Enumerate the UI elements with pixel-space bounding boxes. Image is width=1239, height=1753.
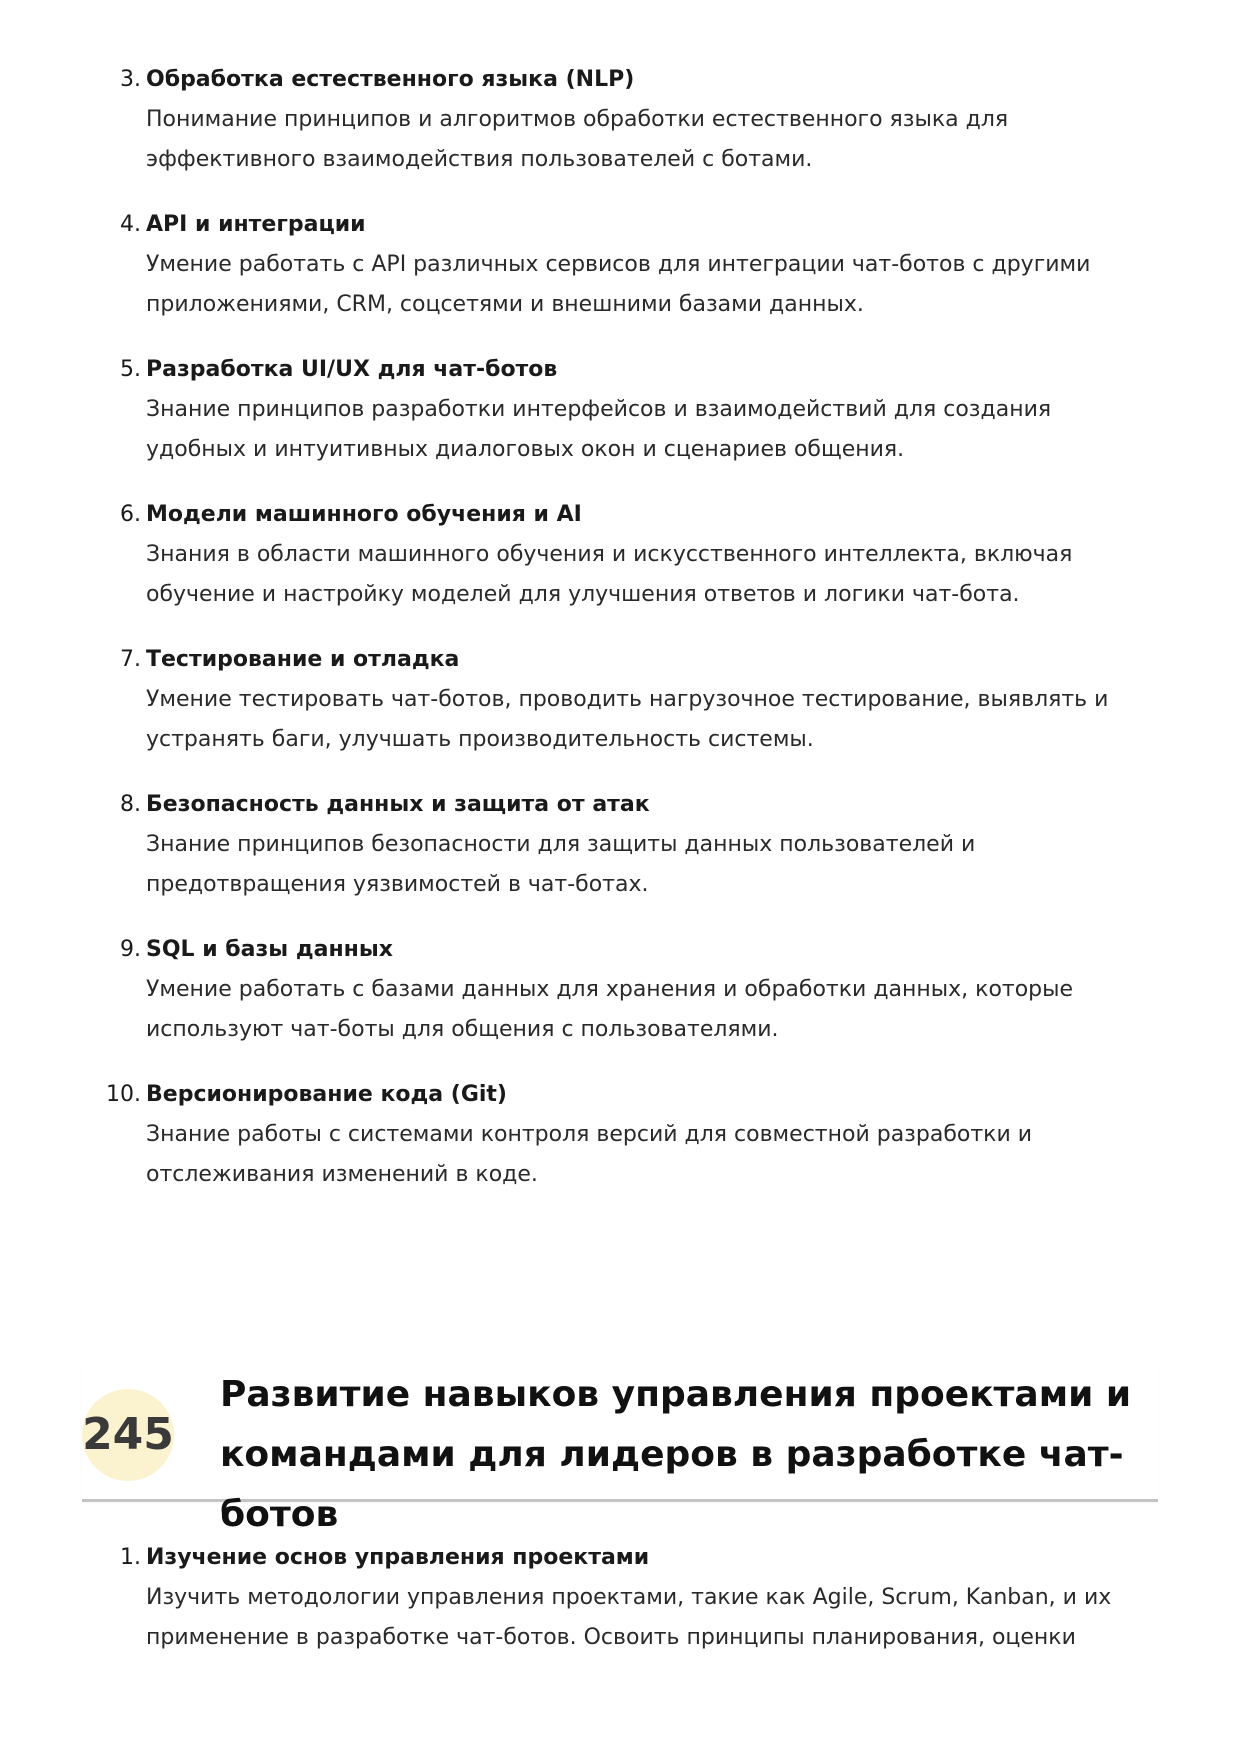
list-item — [0, 930, 1239, 1050]
list-item — [0, 495, 1239, 615]
list-item-title: Версионирование кода (Git) — [146, 1082, 507, 1107]
list-item-description: Знание работы с системами контроля версий для совместной разработки и отслеживания изменений в коде. — [146, 1122, 1033, 1187]
list-item — [0, 785, 1239, 905]
list-item — [0, 640, 1239, 760]
list-item-number: 4. — [120, 212, 141, 237]
list-item-description: Знание принципов разработки интерфейсов и взаимодействий для создания удобных и интуитивных диалоговых окон и сценариев общения. — [146, 397, 1052, 462]
list-item-number: 10. — [106, 1082, 141, 1107]
list-item-number: 7. — [120, 647, 141, 672]
section-header — [82, 1365, 1158, 1535]
list-item — [0, 60, 1239, 180]
list-item-title: Тестирование и отладка — [146, 647, 460, 672]
list-item-title: Модели машинного обучения и AI — [146, 502, 582, 527]
list-item-description: Знания в области машинного обучения и искусственного интеллекта, включая обучение и настройку моделей для улучшения ответов и логики чат-бота. — [146, 542, 1073, 607]
list-item-number: 9. — [120, 937, 141, 962]
list-item-title: Разработка UI/UX для чат-ботов — [146, 357, 558, 382]
list-item-number: 5. — [120, 357, 141, 382]
list-item-description: Изучить методологии управления проектами, такие как Agile, Scrum, Kanban, и их применение в разработке чат-ботов. Освоить принципы планирования, оценки — [146, 1585, 1112, 1650]
list-item-number: 8. — [120, 792, 141, 817]
list-item-description: Умение тестировать чат-ботов, проводить нагрузочное тестирование, выявлять и устранять баги, улучшать производительность системы. — [146, 687, 1109, 752]
list-item-title: Обработка естественного языка (NLP) — [146, 67, 635, 92]
list-item-title: Изучение основ управления проектами — [146, 1545, 650, 1570]
list-item-number: 1. — [120, 1545, 141, 1570]
list-item — [0, 1075, 1239, 1195]
list-item-description: Понимание принципов и алгоритмов обработки естественного языка для эффективного взаимодействия пользователей с ботами. — [146, 107, 1009, 172]
list-item — [0, 1538, 1239, 1658]
section-number: 245 — [82, 1409, 174, 1460]
list-item-number: 6. — [120, 502, 141, 527]
skills-list — [0, 60, 1239, 1220]
list-item-title: SQL и базы данных — [146, 937, 393, 962]
project-management-list — [0, 1538, 1239, 1683]
list-item-title: API и интеграции — [146, 212, 366, 237]
list-item-description: Умение работать с базами данных для хранения и обработки данных, которые используют чат-боты для общения с пользователями. — [146, 977, 1074, 1042]
list-item-number: 3. — [120, 67, 141, 92]
list-item — [0, 205, 1239, 325]
list-item-description: Знание принципов безопасности для защиты данных пользователей и предотвращения уязвимостей в чат-ботах. — [146, 832, 976, 897]
list-item-description: Умение работать с API различных сервисов для интеграции чат-ботов с другими приложениями, CRM, соцсетями и внешними базами данных. — [146, 252, 1091, 317]
section-title: Развитие навыков управления проектами и командами для лидеров в разработке чат-ботов — [220, 1374, 1132, 1535]
list-item-title: Безопасность данных и защита от атак — [146, 792, 650, 817]
list-item — [0, 350, 1239, 470]
